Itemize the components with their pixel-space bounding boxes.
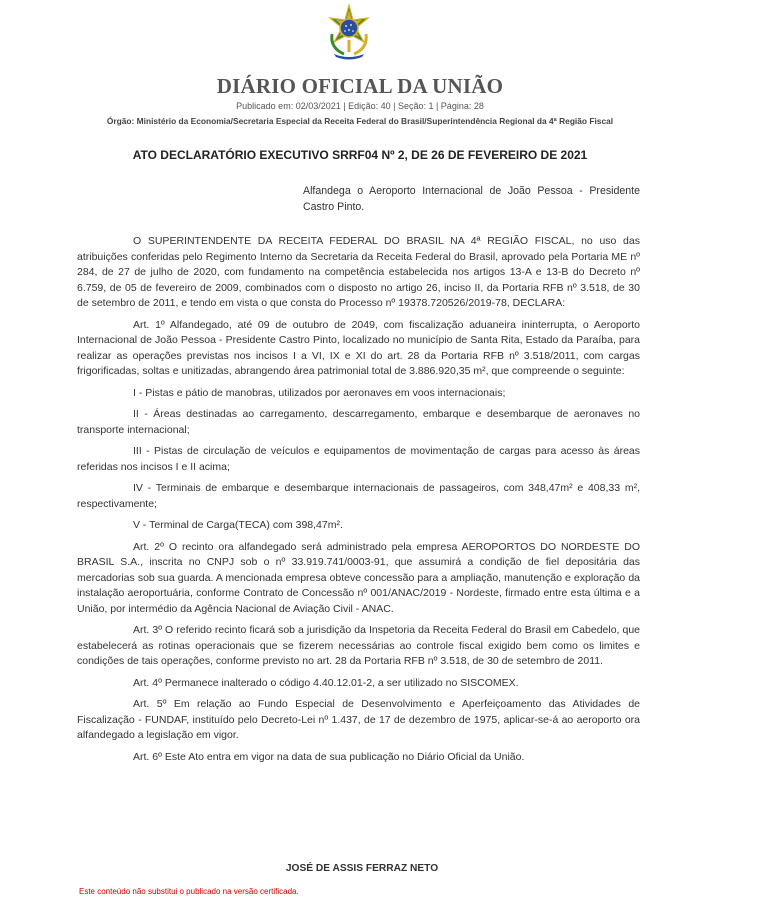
article-5-paragraph: Art. 5º Em relação ao Fundo Especial de Desenvolvimento e Aperfeiçoamento das Atividades de Fiscalização - FUNDAF, instituído pelo Decreto-Lei nº 1.437, de 17 de dezembro de 1975, aplicar-se-á ao aeroporto ora alfandegado a legislação em vigor. (77, 698, 640, 741)
item-v-paragraph: V - Terminal de Carga(TECA) com 398,47m². (133, 519, 343, 531)
article-2-paragraph: Art. 2º O recinto ora alfandegado será administrado pela empresa AEROPORTOS DO NORDESTE DO BRASIL S.A., inscrita no CNPJ sob o nº 33.919.741/0003-91, que assumirá a condição de fiel depositária das mercadorias sob sua guarda. A mencionada empresa obteve concessão para a ampliação, manutenção e exploração da instalação aeroportuária, conforme Contrato de Concessão nº 001/ANAC/2019 - Nordeste, firmado entre esta última e a União, por intermédio da Agência Nacional de Aviação Civil - ANAC. (77, 540, 640, 615)
article-3-paragraph: Art. 3º O referido recinto ficará sob a jurisdição da Inspetoria da Receita Federal do Brasil em Cabedelo, que estabelecerá as rotinas operacionais que se fizerem necessárias ao controle fiscal exigido bem como os limites e condições de tais operações, conforme previsto no art. 28 da Portaria RFB nº 3.518, de 30 de setembro de 2011. (77, 624, 640, 667)
article-4-paragraph: Art. 4º Permanece inalterado o código 4.40.12.01-2, a ser utilizado no SISCOMEX. (133, 676, 519, 689)
article-6-paragraph: Art. 6º Este Ato entra em vigor na data de sua publicação no Diário Oficial da União. (133, 750, 525, 763)
signature: JOSÉ DE ASSIS FERRAZ NETO (285, 863, 439, 874)
newspaper-masthead: DIÁRIO OFICIAL DA UNIÃO (216, 74, 504, 98)
article-1-paragraph: Art. 1º Alfandegado, até 09 de outubro de 2049, com fiscalização aduaneira ininterrupta, o Aeroporto Internacional de João Pessoa - Presidente Castro Pinto, localizado no município de Santa Rita, Estado da Paraíba, para realizar as operações previstas nos incisos I a VI, IX e XI do art. 28 da Portaria RFB nº 3.518/2011, com cargas frigorificadas, soltas e unitizadas, abrangendo área patrimonial total de 3.886.920,35 m², que compreende o seguinte: (77, 318, 640, 377)
publication-info: Publicado em: 02/03/2021 | Edição: 40 | Seção: 1 | Página: 28 (236, 101, 484, 111)
item-iv-paragraph: IV - Terminais de embarque e desembarque internacionais de passageiros, com 348,47m² e 408,33 m², respectivamente; (77, 482, 640, 510)
issuing-body: Órgão: Ministério da Economia/Secretaria Especial da Receita Federal do Brasil/Superintendência Regional da 4ª Região Fiscal (106, 116, 614, 126)
item-iii-paragraph: III - Pistas de circulação de veículos e equipamentos de movimentação de cargas para acesso às áreas referidas nos incisos I e II acima; (77, 445, 640, 473)
certification-disclaimer: Este conteúdo não substitui o publicado na versão certificada. (79, 887, 299, 896)
brazil-coat-of-arms-icon (326, 4, 372, 60)
item-ii-paragraph: II - Áreas destinadas ao carregamento, descarregamento, embarque e desembarque de aeronaves no transporte internacional; (77, 408, 640, 436)
preamble-paragraph: O SUPERINTENDENTE DA RECEITA FEDERAL DO BRASIL NA 4ª REGIÃO FISCAL, no uso das atribuições conferidas pelo Regimento Interno da Secretaria da Receita Federal do Brasil, aprovado pela Portaria ME nº 284, de 27 de julho de 2020, com fundamento na competência estabelecida nos artigos 13-A e 13-B do Decreto nº 6.759, de 05 de fevereiro de 2009, combinados com o disposto no artigo 26, inciso II, da Portaria RFB nº 3.518, de 30 de setembro de 2011, e tendo em vista o que consta do Processo nº 19378.720526/2019-78, DECLARA: (77, 235, 640, 309)
act-title: ATO DECLARATÓRIO EXECUTIVO SRRF04 Nº 2, DE 26 DE FEVEREIRO DE 2021 (132, 148, 588, 162)
act-body (77, 234, 640, 771)
item-i-paragraph: I - Pistas e pátio de manobras, utilizados por aeronaves em voos internacionais; (133, 386, 506, 399)
act-ementa: Alfandega o Aeroporto Internacional de João Pessoa - Presidente Castro Pinto. (303, 185, 640, 213)
